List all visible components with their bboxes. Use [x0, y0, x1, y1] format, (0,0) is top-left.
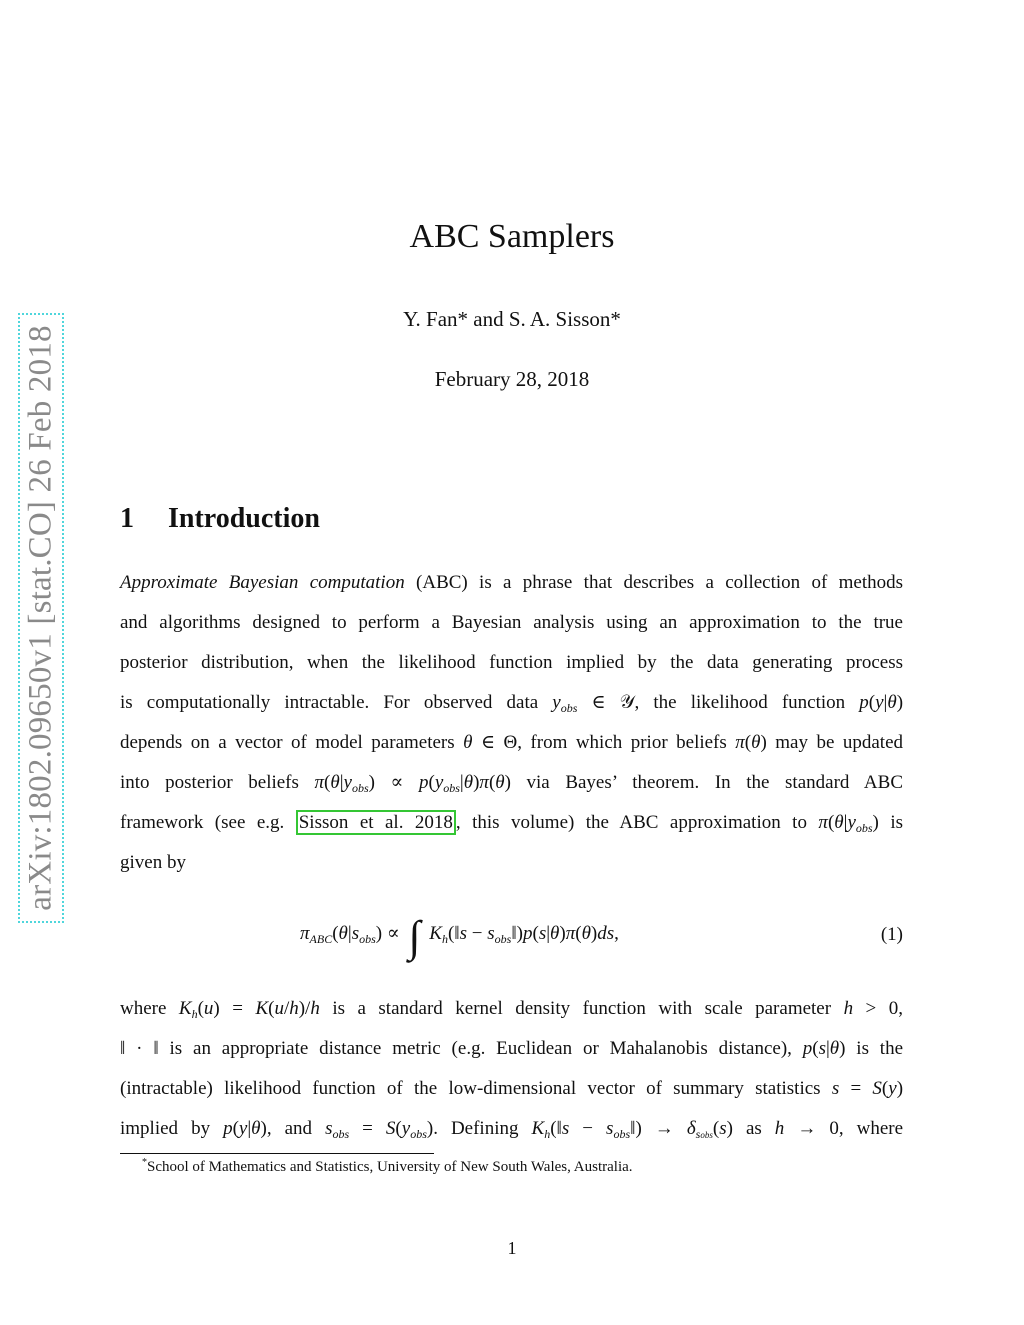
page-number: 1 — [507, 1238, 517, 1258]
equation-number: (1) — [880, 924, 903, 945]
paper-title: ABC Samplers — [409, 218, 615, 255]
integral-sign-icon: ∫ — [408, 912, 421, 961]
paragraph-line: is computationally intractable. For observed data $y_{obs}$ ∈ 𝒴, the likelihood function p(y|θ) — [120, 692, 904, 715]
equation-abc-posterior: $\pi_{ABC}(\theta|s_{obs})$ ∝ ∫ $K_h(‖s$ − $s_{obs}‖)p(s|\theta)\pi(\theta)ds$, — [300, 912, 619, 961]
section-title: Introduction — [168, 503, 320, 534]
paragraph-line: depends on a vector of model parameters θ ∈ Θ, from which prior beliefs π(θ) may be updated — [120, 732, 903, 753]
footnote: *School of Mathematics and Statistics, University of New South Wales, Australia. — [142, 1157, 633, 1175]
arxiv-identifier-stamp[interactable] — [18, 313, 64, 923]
paragraph-line: into posterior beliefs $\pi(\theta|y_{obs}) \propto p(y_{obs}|\theta)\pi(\theta)$ via Bayes’ theorem. In the standard ABC — [120, 772, 903, 795]
paragraph-line: and algorithms designed to perform a Bayesian analysis using an approximation to the true — [120, 612, 903, 633]
arxiv-id: arXiv:1802.09650v1 [stat.CO] 26 Feb 2018 — [22, 325, 59, 911]
paragraph-line: where $K_h(u) = K(u/h)/h$ is a standard kernel density function with scale parameter h > 0, — [120, 998, 904, 1021]
paragraph-line: implied by p(y|θ), and $s_{obs} = S(y_{obs})$. Defining $K_h(‖s$ − $s_{obs}‖) \to \delta_{sobs}(s)$ as h → 0, where — [120, 1118, 904, 1141]
paper-date: February 28, 2018 — [434, 367, 590, 391]
paragraph-line: (intractable) likelihood function of the low-dimensional vector of summary statistics s = S(y) — [120, 1078, 904, 1099]
paragraph-line: Approximate Bayesian computation (ABC) is a phrase that describes a collection of methods — [120, 572, 903, 593]
paragraph-line: ‖ · ‖ is an appropriate distance metric (e.g. Euclidean or Mahalanobis distance), p(s|θ) is the — [120, 1038, 904, 1059]
paragraph-line: given by — [120, 852, 186, 873]
footnote-rule — [120, 1153, 434, 1154]
authors: Y. Fan* and S. A. Sisson* — [403, 307, 621, 331]
citation-link[interactable]: Sisson et al. 2018 — [296, 810, 456, 835]
paragraph-line: framework (see e.g. Sisson et al. 2018 , this volume) the ABC approximation to $\pi(\theta|y_{obs})$ is — [120, 812, 904, 835]
section-heading — [120, 503, 320, 535]
section-number: 1 — [120, 503, 134, 534]
paragraph-line: posterior distribution, when the likelihood function implied by the data generating process — [120, 652, 903, 673]
